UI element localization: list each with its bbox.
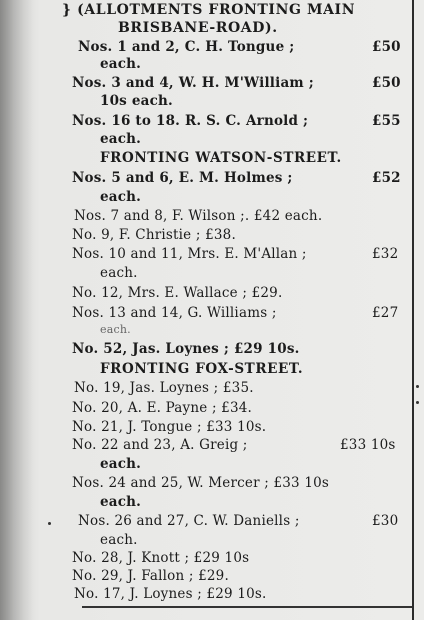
entry-line: No. 19, Jas. Loynes ; £35.	[74, 380, 254, 396]
entry-price: £50	[372, 75, 401, 91]
page-gutter-shadow	[0, 0, 34, 620]
section-divider	[82, 606, 412, 608]
entry-line: Nos. 1 and 2, C. H. Tongue ;	[78, 39, 295, 55]
entry-line: each.	[100, 56, 142, 72]
entry-line: Nos. 10 and 11, Mrs. E. M'Allan ;	[72, 246, 307, 262]
ink-speck	[48, 522, 51, 525]
entry-price: £30	[372, 513, 399, 529]
entry-line: No. 28, J. Knott ; £29 10s	[72, 550, 250, 566]
heading-fox-street: FRONTING FOX-STREET.	[100, 361, 304, 377]
entry-line: Nos. 5 and 6, E. M. Holmes ;	[72, 170, 293, 186]
entry-line: No. 20, A. E. Payne ; £34.	[72, 400, 253, 416]
ink-speck	[416, 385, 419, 388]
entry-line: No. 21, J. Tongue ; £33 10s.	[72, 419, 267, 435]
entry-line: each.	[100, 456, 142, 472]
entry-line: No. 22 and 23, A. Greig ;	[72, 437, 248, 453]
entry-line: each.	[100, 189, 142, 205]
entry-price: £27	[372, 305, 399, 321]
entry-line: Nos. 16 to 18. R. S. C. Arnold ;	[72, 113, 309, 129]
entry-line: each.	[100, 131, 142, 147]
entry-line: each.	[100, 494, 142, 510]
entry-line: No. 17, J. Loynes ; £29 10s.	[74, 586, 267, 602]
entry-line: Nos. 24 and 25, W. Mercer ; £33 10s	[72, 475, 330, 491]
entry-line: each.	[100, 323, 131, 336]
entry-line: each.	[100, 265, 138, 281]
entry-price: £32	[372, 246, 399, 262]
heading-watson-street: FRONTING WATSON-STREET.	[100, 150, 342, 166]
column-rule	[412, 0, 414, 620]
entry-price: £52	[372, 170, 401, 186]
ink-speck	[416, 401, 419, 404]
entry-price: £50	[372, 39, 401, 55]
entry-line: Nos. 3 and 4, W. H. M'William ;	[72, 75, 314, 91]
entry-line: 10s each.	[100, 93, 173, 109]
heading-main-brisbane-road-cont: BRISBANE-ROAD).	[118, 20, 278, 36]
entry-line: No. 52, Jas. Loynes ; £29 10s.	[72, 341, 300, 357]
entry-line: No. 29, J. Fallon ; £29.	[72, 568, 229, 584]
entry-line: Nos. 7 and 8, F. Wilson ;. £42 each.	[74, 208, 323, 224]
entry-line: No. 12, Mrs. E. Wallace ; £29.	[72, 285, 283, 301]
entry-line: each.	[100, 532, 138, 548]
entry-price: £33 10s	[340, 437, 396, 453]
entry-price: £55	[372, 113, 401, 129]
entry-line: Nos. 13 and 14, G. Williams ;	[72, 305, 277, 321]
entry-line: Nos. 26 and 27, C. W. Daniells ;	[78, 513, 300, 529]
entry-line: No. 9, F. Christie ; £38.	[72, 227, 236, 243]
heading-main-brisbane-road: } (ALLOTMENTS FRONTING MAIN	[62, 2, 356, 18]
